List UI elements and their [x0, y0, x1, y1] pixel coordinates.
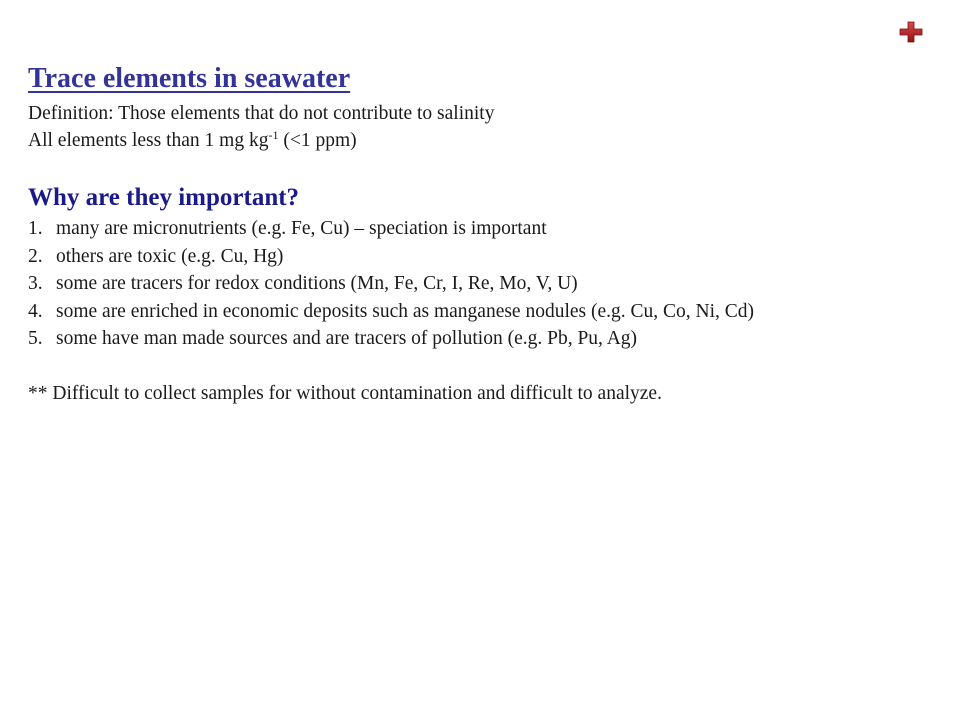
list-item: [28, 298, 938, 326]
list-item-text: some are tracers for redox conditions (Mn, Fe, Cr, I, Re, Mo, V, U): [56, 273, 578, 294]
spacer: [28, 353, 938, 380]
threshold-pre: All elements less than 1 mg kg: [28, 130, 269, 151]
list-item: [28, 243, 938, 271]
definition-text: Definition: Those elements that do not contribute to salinity: [28, 103, 495, 124]
list-item: [28, 270, 938, 298]
list-item-text: others are toxic (e.g. Cu, Hg): [56, 245, 284, 267]
section-heading: Why are they important?: [28, 184, 300, 211]
list-item-number: 2.: [28, 245, 43, 267]
list-item-number: 1.: [28, 218, 43, 239]
list-item-text: many are micronutrients (e.g. Fe, Cu) – speciation is important: [56, 218, 547, 239]
plus-icon: [898, 20, 924, 44]
threshold-text: [28, 127, 938, 154]
threshold-post: (<1 ppm): [278, 130, 357, 151]
list-item-text: some are enriched in economic deposits such as manganese nodules (e.g. Cu, Co, Ni, Cd): [56, 300, 755, 322]
threshold-superscript: -1: [268, 128, 279, 142]
note-text: ** Difficult to collect samples for without contamination and difficult to analyze.: [28, 382, 662, 404]
slide-content: [28, 58, 938, 407]
slide-title: Trace elements in seawater: [28, 63, 351, 94]
list-item-number: 5.: [28, 328, 43, 349]
importance-list: [28, 215, 938, 353]
list-item-text: some have man made sources and are tracers of pollution (e.g. Pb, Pu, Ag): [56, 328, 638, 349]
list-item: [28, 325, 938, 353]
spacer: [28, 154, 938, 181]
list-item-number: 4.: [28, 300, 43, 322]
list-item-number: 3.: [28, 273, 43, 294]
list-item: [28, 215, 938, 243]
